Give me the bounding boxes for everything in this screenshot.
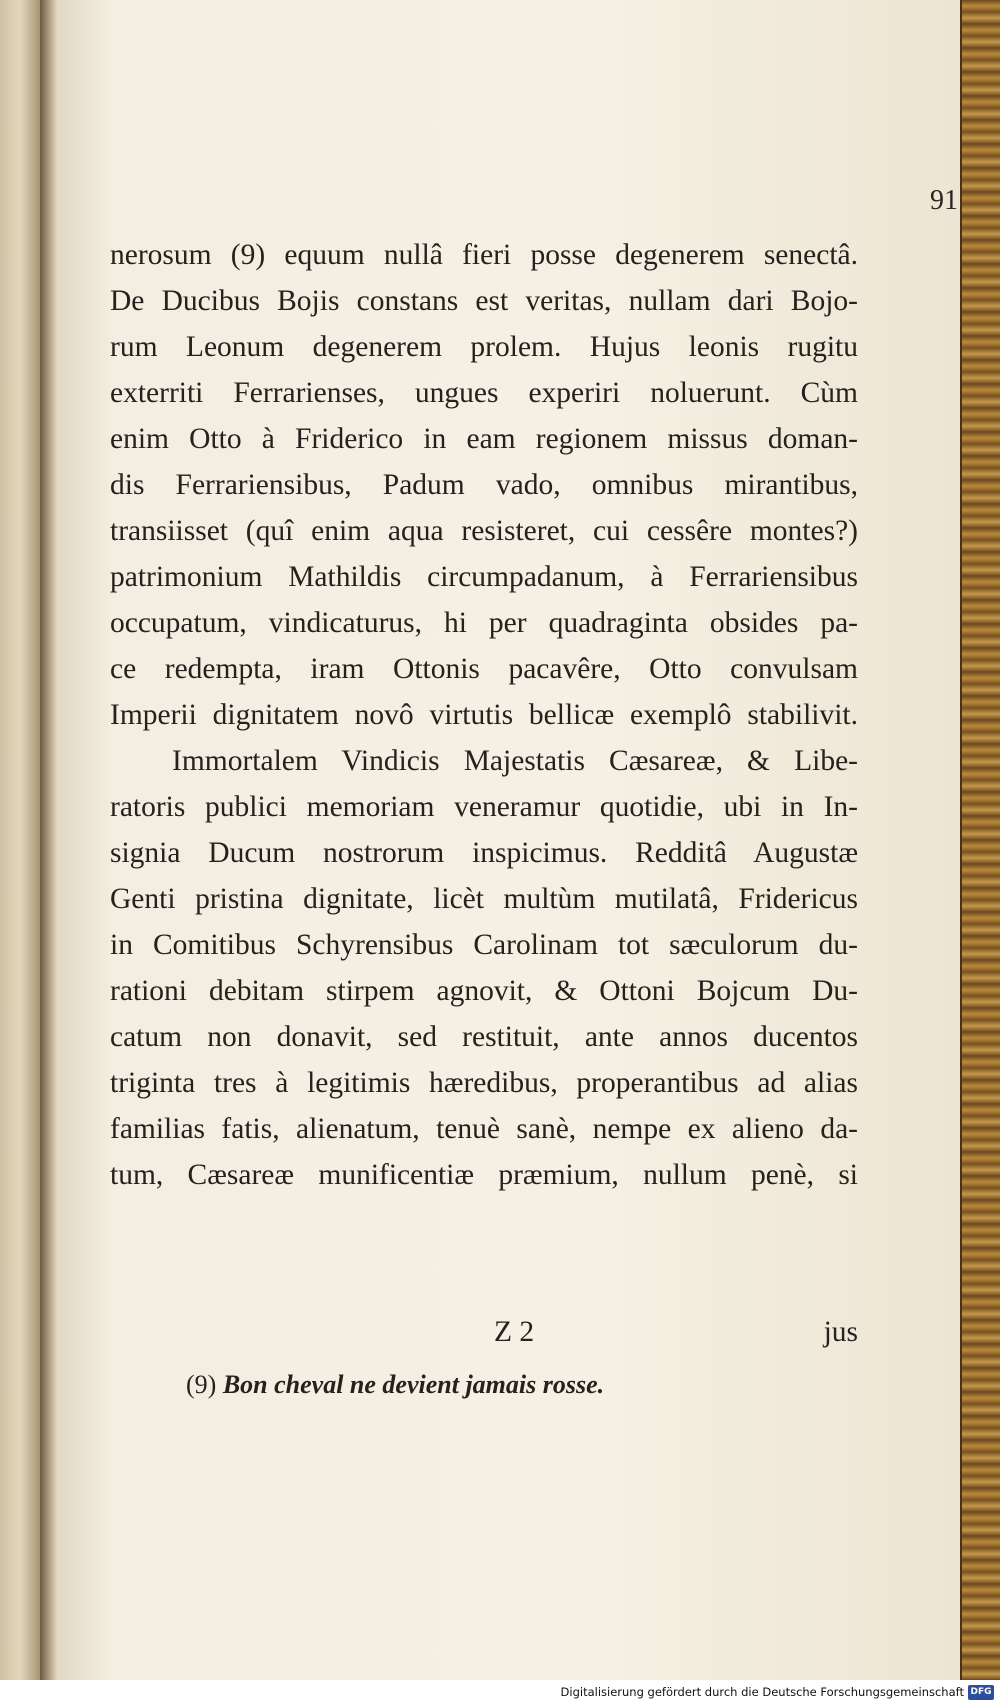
gilt-page-edge: [960, 0, 1000, 1680]
book-gutter: [40, 0, 58, 1680]
book-page: [58, 0, 960, 1680]
footnote: [186, 1370, 604, 1400]
signature-mark: Z 2: [494, 1316, 535, 1348]
funding-notice: Digitalisierung gefördert durch die Deutsche Forschungsgemeinschaft: [560, 1685, 964, 1699]
text-line: rationi debitam stirpem agnovit, & Ottoni Bojcum Du-: [110, 975, 858, 1007]
text-line: ce redempta, iram Ottonis pacavêre, Otto convulsam: [110, 653, 858, 685]
text-line: catum non donavit, sed restituit, ante annos ducentos: [110, 1021, 858, 1053]
text-line: Imperii dignitatem novô virtutis bellicæ exemplô stabilivit.: [110, 699, 858, 731]
text-line: transiisset (quî enim aqua resisteret, cui cessêre montes?): [110, 515, 858, 547]
catchword-row: [110, 1316, 858, 1362]
text-line: nerosum (9) equum nullâ fieri posse degenerem senectâ.: [110, 239, 858, 271]
body-text: [110, 232, 858, 1198]
facing-page-edge: [0, 0, 40, 1680]
dfg-logo: DFG: [968, 1685, 994, 1700]
text-line: occupatum, vindicaturus, hi per quadraginta obsides pa-: [110, 607, 858, 639]
text-line: dis Ferrariensibus, Padum vado, omnibus mirantibus,: [110, 469, 858, 501]
text-line: patrimonium Mathildis circumpadanum, à Ferrariensibus: [110, 561, 858, 593]
text-line: signia Ducum nostrorum inspicimus. Redditâ Augustæ: [110, 837, 858, 869]
text-line: familias fatis, alienatum, tenuè sanè, nempe ex alieno da-: [110, 1113, 858, 1145]
footnote-marker: (9): [186, 1370, 217, 1399]
text-line: Genti pristina dignitate, licèt multùm mutilatâ, Fridericus: [110, 883, 858, 915]
page-number: 91: [930, 185, 958, 216]
text-line: triginta tres à legitimis hæredibus, properantibus ad alias: [110, 1067, 858, 1099]
footer-bar: [0, 1680, 1000, 1706]
text-line: exterriti Ferrarienses, ungues experiri noluerunt. Cùm: [110, 377, 858, 409]
text-line: De Ducibus Bojis constans est veritas, nullam dari Bojo-: [110, 285, 858, 317]
catchword: jus: [823, 1316, 858, 1348]
text-line: in Comitibus Schyrensibus Carolinam tot sæculorum du-: [110, 929, 858, 961]
text-line: tum, Cæsareæ munificentiæ præmium, nullum penè, si: [110, 1159, 858, 1191]
text-line: Immortalem Vindicis Majestatis Cæsareæ, & Libe-: [172, 745, 858, 777]
text-line: ratoris publici memoriam veneramur quotidie, ubi in In-: [110, 791, 858, 823]
text-line: rum Leonum degenerem prolem. Hujus leonis rugitu: [110, 331, 858, 363]
footnote-text: Bon cheval ne devient jamais rosse.: [222, 1370, 605, 1399]
text-line: enim Otto à Friderico in eam regionem missus doman-: [110, 423, 858, 455]
